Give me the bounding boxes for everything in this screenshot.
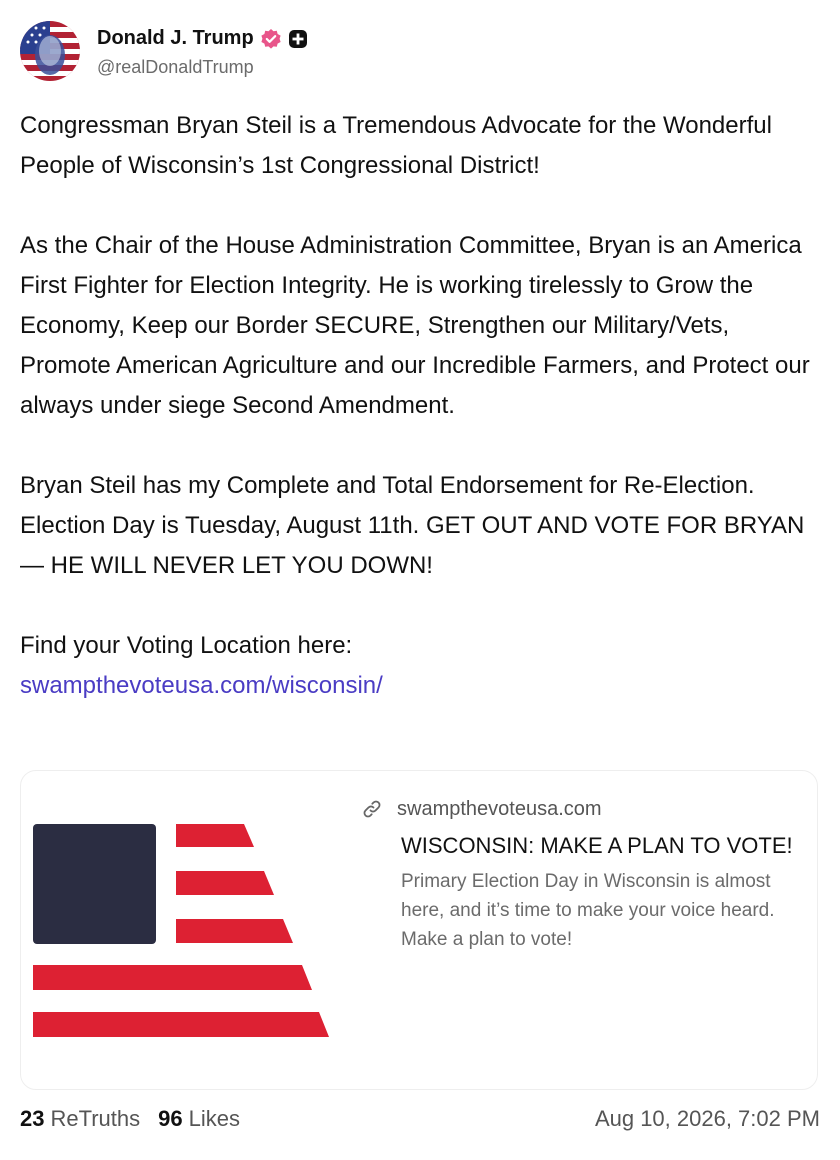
post-paragraph: As the Chair of the House Administration Committee, Bryan is an America First Fighter for Election Integrity. He is working tirelessly to Grow the Economy, Keep our Border SECURE, Strengthen our Military/Vets, Promote American Agriculture and our Incredible Farmers, and Protect our always under siege Second Amendment. [20,232,810,419]
likes-count: 96 [158,1106,183,1131]
link-preview-card[interactable] [20,770,818,1090]
card-domain: swampthevoteusa.com [397,797,602,820]
card-flag-image [21,771,351,1089]
display-name[interactable]: Donald J. Trump [97,27,254,49]
user-handle[interactable]: @realDonaldTrump [97,56,254,77]
avatar[interactable] [20,21,80,81]
post-paragraph: Bryan Steil has my Complete and Total Endorsement for Re-Election. Election Day is Tuesday, August 11th. GET OUT AND VOTE FOR BRYAN — HE WILL NEVER LET YOU DOWN! [20,472,805,579]
retruths-label: ReTruths [50,1106,141,1131]
retruths-count: 23 [20,1106,45,1131]
closing-line: Find your Voting Location here: [20,632,353,659]
post-header [20,20,308,82]
card-title: WISCONSIN: MAKE A PLAN TO VOTE! [401,833,793,858]
post-paragraph: Congressman Bryan Steil is a Tremendous Advocate for the Wonderful People of Wisconsin’s 1st Congressional District! [20,112,772,179]
plus-badge-icon [288,29,308,49]
post-body [20,106,820,706]
post-timestamp[interactable]: Aug 10, 2026, 7:02 PM [594,1106,820,1131]
card-domain-row [361,795,801,823]
verified-badge-icon [260,28,282,50]
name-row [97,25,308,53]
likes-stat[interactable] [158,1106,240,1132]
card-description: Primary Election Day in Wisconsin is almost here, and it’s time to make your voice heard. Make a plan to vote! [401,871,775,950]
card-text [361,795,801,954]
likes-label: Likes [188,1106,240,1131]
post-paragraph-voting-location [20,626,820,706]
voting-location-link[interactable]: swampthevoteusa.com/wisconsin/ [20,672,383,699]
post-footer [20,1100,820,1138]
retruths-stat[interactable] [20,1106,140,1132]
link-icon [361,798,383,820]
user-info [97,25,308,78]
